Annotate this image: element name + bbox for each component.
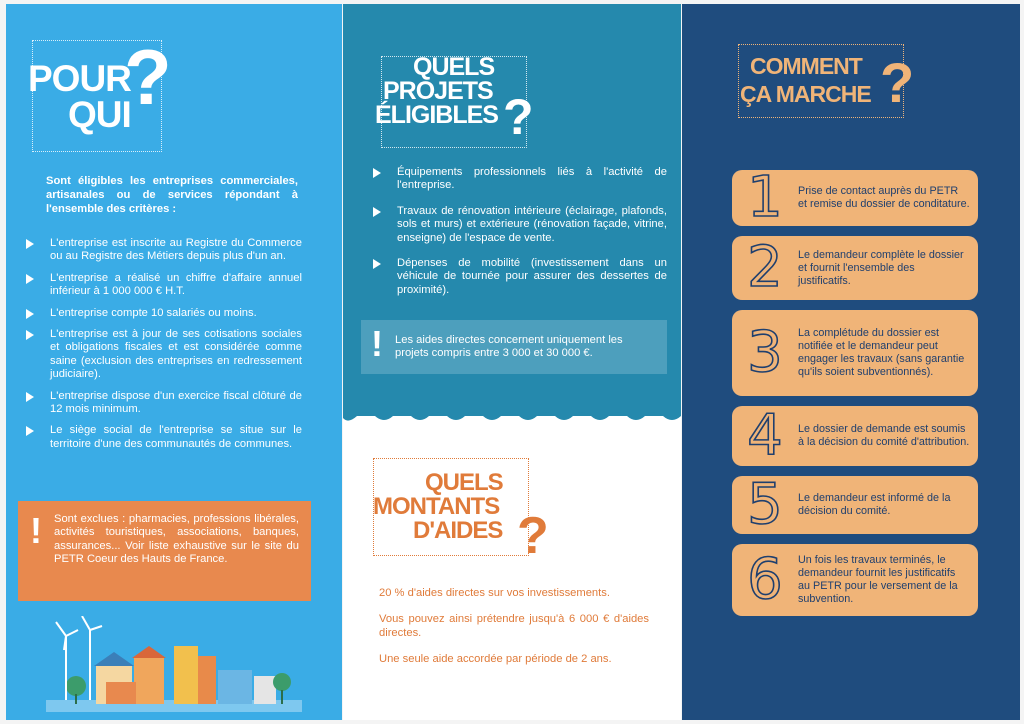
criterion-text: L'entreprise est inscrite au Registre du Commerce ou au Registre des Métiers depuis plus d'un an. — [50, 237, 302, 263]
arrow-right-icon — [373, 207, 381, 217]
title-qui: QUI — [68, 94, 131, 135]
amount-range-text: Les aides directes concernent uniquement les projets compris entre 3 000 et 30 000 €. — [395, 334, 623, 360]
criterion-text: Le siège social de l'entreprise se situe sur le territoire d'une des communautés de communes. — [50, 424, 302, 450]
eligibility-intro: Sont éligibles les entreprises commerciales, artisanales ou de services répondant à l'ensemble des critères : — [46, 175, 298, 215]
step-card — [732, 544, 978, 616]
title-projets: PROJETS — [383, 77, 493, 105]
criterion-text: L'entreprise dispose d'un exercice fiscal clôturé de 12 mois minimum. — [50, 389, 302, 416]
title-montants: MONTANTS — [373, 493, 500, 520]
question-mark-icon: ? — [503, 89, 534, 145]
wave-divider — [343, 408, 681, 424]
step-card — [732, 472, 978, 537]
amount-range-box — [361, 320, 667, 374]
list-item — [24, 424, 302, 451]
exclamation-icon: ! — [371, 323, 383, 364]
step-number: 5 — [747, 472, 783, 537]
question-mark-icon: ? — [124, 33, 172, 121]
step-number: 6 — [747, 547, 783, 612]
projects-list — [371, 166, 667, 309]
amount-line: Vous pouvez ainsi prétendre jusqu'à 6 000 € d'aides directes. — [379, 613, 649, 639]
step-number: 4 — [747, 403, 783, 468]
list-item — [24, 328, 302, 382]
panel-projets-montants — [343, 4, 681, 720]
project-text: Travaux de rénovation intérieure (éclairage, plafonds, sols et murs) et extérieure (rénovation façade, vitrine, enseigne) de l'espace de vente. — [397, 204, 667, 244]
step-text: Prise de contact auprès du PETR et remise du dossier de conditature. — [798, 185, 970, 210]
arrow-right-icon — [26, 426, 34, 436]
list-item — [24, 272, 302, 299]
list-item — [24, 390, 302, 417]
step-number: 1 — [747, 165, 783, 230]
step-card — [732, 165, 978, 230]
step-card — [732, 310, 978, 396]
steps-list — [732, 165, 978, 626]
exclamation-icon: ! — [30, 510, 42, 551]
list-item — [371, 257, 667, 297]
step-text: Le dossier de demande est soumis à la décision du comité d'attribution. — [798, 423, 970, 448]
criterion-text: L'entreprise est à jour de ses cotisations sociales et obligations fiscales et est considérée comme saine (exclusion des entreprises en redressement judiciaire). — [50, 328, 302, 381]
question-mark-icon: ? — [880, 51, 915, 114]
amounts-text — [379, 586, 649, 678]
list-item — [371, 166, 667, 193]
step-number: 2 — [747, 235, 783, 300]
step-text: Le demandeur complète le dossier et fournit l'ensemble des justificatifs. — [798, 248, 964, 287]
title-comment: COMMENT — [750, 53, 862, 79]
amount-line: 20 % d'aides directes sur vos investissements. — [379, 587, 610, 599]
list-item — [371, 205, 667, 245]
step-text: La complétude du dossier est notifiée et le demandeur peut engager les travaux (sans garantie qu'ils soient subventionnés). — [798, 327, 965, 378]
step-card — [732, 403, 978, 468]
title-daides: D'AIDES — [413, 517, 503, 544]
exclusions-text: Sont exclues : pharmacies, professions libérales, activités touristiques, associations, banques, assurances... Voir liste exhaustive sur le site du PETR Coeur des Hauts de France. — [54, 513, 299, 566]
question-mark-icon: ? — [517, 507, 549, 565]
arrow-right-icon — [26, 274, 34, 284]
list-item — [24, 237, 302, 264]
amount-line: Une seule aide accordée par période de 2 ans. — [379, 653, 612, 665]
step-text: Un fois les travaux terminés, le demandeur fournit les justificatifs au PETR pour le versement de la subvention. — [798, 554, 958, 605]
exclusions-box — [18, 501, 311, 601]
arrow-right-icon — [373, 259, 381, 269]
arrow-right-icon — [26, 239, 34, 249]
criterion-text: L'entreprise a réalisé un chiffre d'affaire annuel inférieur à 1 000 000 € H.T. — [50, 271, 302, 298]
criteria-list — [24, 237, 302, 459]
arrow-right-icon — [26, 309, 34, 319]
project-text: Équipements professionnels liés à l'activité de l'entreprise. — [397, 166, 667, 192]
arrow-right-icon — [26, 392, 34, 402]
title-ca-marche: ÇA MARCHE — [740, 81, 871, 107]
title-quels: QUELS — [413, 53, 495, 81]
step-number: 3 — [747, 320, 783, 385]
project-text: Dépenses de mobilité (investissement dans un véhicule de tournée pour assurer des dessertes de proximité). — [397, 257, 667, 296]
step-card — [732, 236, 978, 300]
title-quels: QUELS — [425, 469, 503, 496]
panel-pour-qui — [6, 4, 342, 720]
title-eligibles: ÉLIGIBLES — [375, 101, 498, 129]
arrow-right-icon — [373, 168, 381, 178]
step-text: Le demandeur est informé de la décision du comité. — [798, 492, 951, 517]
panel-comment-ca-marche — [682, 4, 1020, 720]
town-illustration — [46, 616, 302, 712]
title-pour: POUR — [28, 58, 131, 99]
criterion-text: L'entreprise compte 10 salariés ou moins. — [50, 306, 257, 319]
list-item — [24, 307, 302, 320]
arrow-right-icon — [26, 330, 34, 340]
